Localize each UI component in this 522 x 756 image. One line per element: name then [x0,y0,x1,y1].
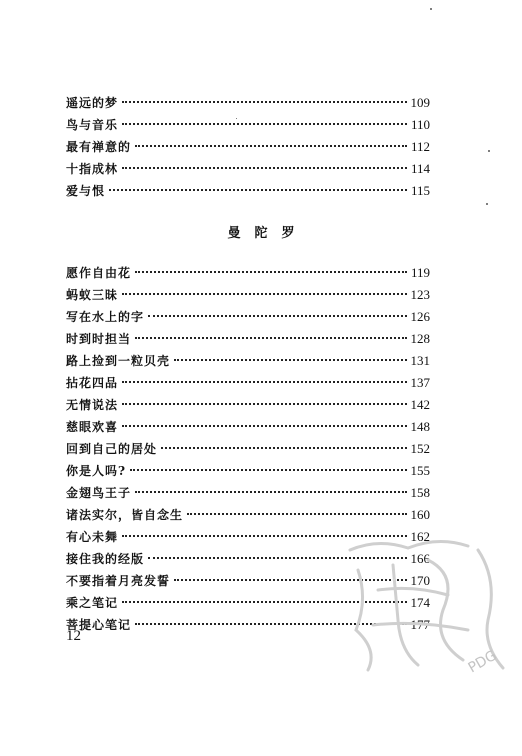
toc-entry [66,350,430,372]
toc-entry-page: 174 [410,595,430,610]
toc-entry-title: 乘之笔记 [66,596,119,610]
toc-entry-title: 你是人吗? [66,464,127,478]
toc-group-1 [66,92,430,202]
toc-entry-title: 接住我的经版 [66,552,145,566]
toc-entry-page: 166 [410,551,430,566]
dot-leader [122,293,406,295]
toc-entry [66,504,430,526]
toc-entry-page: 158 [410,485,430,500]
dot-leader [122,601,406,603]
dot-leader [135,145,407,147]
toc-entry-page: 162 [410,529,430,544]
dot-leader [135,337,406,339]
toc-entry-page: 148 [410,419,430,434]
dot-leader [174,579,406,581]
toc-entry-page: 170 [410,573,430,588]
toc-entry-title: 无情说法 [66,398,119,412]
dot-leader [187,513,406,515]
toc-entry [66,460,430,482]
toc-entry-page: 177 [410,617,430,632]
dot-leader [122,101,406,103]
toc-entry-page: 137 [410,375,430,390]
toc-entry-title: 爱与恨 [66,184,106,198]
speck [486,203,488,205]
toc-entry [66,416,430,438]
toc-entry-page: 152 [410,441,430,456]
dot-leader [122,535,406,537]
speck [488,150,490,152]
toc-entry-title: 诸法实尔，皆自念生 [66,508,184,522]
toc-entry-page: 126 [410,309,430,324]
dot-leader [122,403,406,405]
toc-entry-title: 蚂蚁三昧 [66,288,119,302]
dot-leader [122,425,406,427]
toc-entry-page: 128 [410,331,430,346]
toc-entry-title: 写在水上的字 [66,310,145,324]
dot-leader [135,623,406,625]
toc-entry-page: 123 [410,287,430,302]
toc-entry-title: 十指成林 [66,162,119,176]
toc-entry-page: 114 [410,161,430,176]
speck [430,8,432,10]
toc-entry [66,570,430,592]
toc-entry-title: 拈花四品 [66,376,119,390]
toc-entry [66,614,430,636]
toc-entry [66,92,430,114]
toc-entry [66,306,430,328]
toc-entry-title: 愿作自由花 [66,266,132,280]
toc-entry-title: 最有禅意的 [66,140,132,154]
dot-leader [148,557,406,559]
toc-entry-page: 160 [410,507,430,522]
section-heading: 曼陀罗 [227,226,309,241]
dot-leader [122,167,407,169]
toc-entry [66,482,430,504]
toc-entry-title: 遥远的梦 [66,96,119,110]
toc-entry-title: 不要指着月亮发誓 [66,574,171,588]
toc-entry-page: 110 [410,117,430,132]
toc-entry-title: 路上捡到一粒贝壳 [66,354,171,368]
toc-entry [66,372,430,394]
toc-entry [66,328,430,350]
watermark-text: PDG [465,647,500,677]
toc-entry-title: 有心未舞 [66,530,119,544]
toc-entry-page: 115 [410,183,430,198]
toc-entry [66,438,430,460]
toc-entry [66,526,430,548]
toc-entry [66,262,430,284]
toc-entry [66,284,430,306]
page-number: 12 [66,628,81,644]
toc-entry-page: 142 [410,397,430,412]
dot-leader [148,315,406,317]
toc-entry [66,592,430,614]
dot-leader [122,381,406,383]
toc-entry-title: 金翅鸟王子 [66,486,132,500]
toc-entry-title: 回到自己的居处 [66,442,158,456]
toc-entry [66,136,430,158]
toc-entry-page: 155 [410,463,430,478]
dot-leader [174,359,406,361]
dot-leader [161,447,406,449]
toc-entry-title: 慈眼欢喜 [66,420,119,434]
toc-entry-title: 鸟与音乐 [66,118,119,132]
toc-entry [66,114,430,136]
toc-entry-page: 112 [410,139,430,154]
dot-leader [109,189,407,191]
toc-entry-page: 131 [410,353,430,368]
toc-entry [66,180,430,202]
toc-entry-page: 109 [410,95,430,110]
toc-entry [66,158,430,180]
speck [236,118,237,119]
toc-entry-title: 菩提心笔记 [66,618,132,632]
dot-leader [130,469,406,471]
toc-group-2 [66,262,430,636]
toc-entry [66,394,430,416]
toc-entry-page: 119 [410,265,430,280]
toc-entry-title: 时到时担当 [66,332,132,346]
dot-leader [135,271,407,273]
dot-leader [122,123,407,125]
toc-entry [66,548,430,570]
dot-leader [135,491,406,493]
